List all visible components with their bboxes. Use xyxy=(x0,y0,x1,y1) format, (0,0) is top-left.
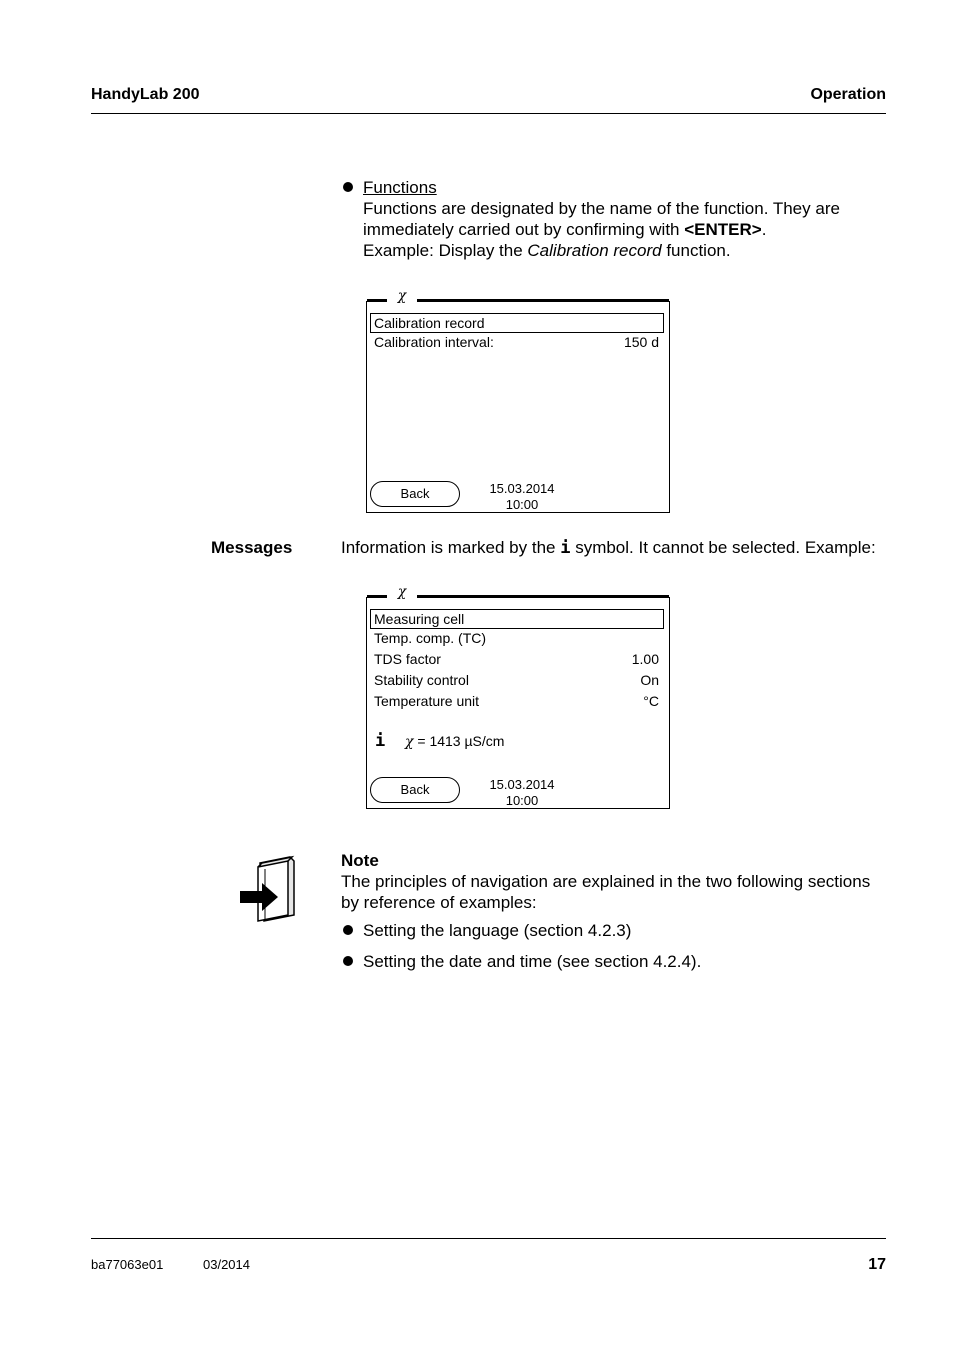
functions-line-2-end: . xyxy=(761,220,767,239)
page-number: 17 xyxy=(868,1256,886,1273)
info-icon: i xyxy=(560,538,571,558)
panel-border-segment xyxy=(417,595,669,597)
conductivity-symbol-icon: χ xyxy=(405,734,414,750)
footer-rule xyxy=(91,1238,886,1239)
menu-item-temp-comp[interactable] xyxy=(374,628,659,648)
menu-item-label: Calibration interval: xyxy=(374,334,494,350)
messages-side-heading: Messages xyxy=(211,538,293,557)
menu-item-label: TDS factor xyxy=(374,651,441,667)
menu-item-tds-factor[interactable] xyxy=(374,649,659,669)
conductivity-symbol-icon: χ xyxy=(387,586,417,598)
bullet-dot xyxy=(343,182,353,192)
messages-paragraph xyxy=(341,537,901,559)
functions-line-3-text: Example: Display the xyxy=(363,241,528,260)
panel-date: 15.03.2014 xyxy=(489,777,555,792)
note-line-2: by reference of examples: xyxy=(341,893,537,912)
menu-item-value: 150 d xyxy=(623,334,659,350)
book-reference-icon xyxy=(238,855,298,925)
header-product-name: HandyLab 200 xyxy=(91,86,200,103)
panel-border-segment xyxy=(417,299,669,301)
info-message xyxy=(405,733,504,750)
menu-item-value: On xyxy=(640,672,659,688)
panel-datetime xyxy=(487,481,557,513)
info-icon: i xyxy=(375,731,386,751)
panel-date: 15.03.2014 xyxy=(489,481,555,496)
bullet-dot xyxy=(343,925,353,935)
messages-text: Information is marked by the xyxy=(341,538,561,557)
panel-border-segment xyxy=(367,299,389,301)
note-block xyxy=(341,850,901,913)
menu-item-calibration-record[interactable] xyxy=(370,313,664,333)
functions-line-2 xyxy=(363,219,893,240)
functions-line-3 xyxy=(363,240,893,261)
panel-datetime xyxy=(487,777,557,809)
conductivity-symbol-icon: χ xyxy=(387,290,417,302)
note-bullet-date-time: Setting the date and time (see section 4.2.4). xyxy=(363,952,702,971)
footer-date: 03/2014 xyxy=(203,1257,250,1272)
functions-heading: Functions xyxy=(363,178,437,197)
back-button[interactable]: Back xyxy=(370,481,460,507)
menu-item-label: Calibration record xyxy=(374,315,485,331)
footer-document-id: ba77063e01 xyxy=(91,1257,164,1272)
calibration-record-display xyxy=(366,288,670,513)
panel-time: 10:00 xyxy=(505,793,539,808)
bullet-dot xyxy=(343,956,353,966)
panel-time: 10:00 xyxy=(505,497,539,512)
calibration-record-term: Calibration record xyxy=(527,241,662,260)
note-heading: Note xyxy=(341,851,379,870)
header-rule xyxy=(91,113,886,114)
menu-item-stability-control[interactable] xyxy=(374,670,659,690)
menu-item-label: Stability control xyxy=(374,672,469,688)
info-message-text: = 1413 µS/cm xyxy=(413,733,505,749)
note-bullet-language: Setting the language (section 4.2.3) xyxy=(363,921,632,940)
menu-item-measuring-cell[interactable] xyxy=(370,609,664,629)
measuring-cell-display xyxy=(366,584,670,809)
menu-item-label: Measuring cell xyxy=(374,611,465,627)
back-button[interactable]: Back xyxy=(370,777,460,803)
menu-item-label: Temperature unit xyxy=(374,693,480,709)
enter-key-label: <ENTER> xyxy=(684,220,762,239)
menu-item-label: Temp. comp. (TC) xyxy=(374,630,487,646)
functions-line-1: Functions are designated by the name of the function. They are xyxy=(363,199,840,218)
messages-text-end: symbol. It cannot be selected. Example: xyxy=(570,538,876,557)
functions-line-2-text: immediately carried out by confirming with xyxy=(363,220,685,239)
header-section-name: Operation xyxy=(810,86,886,103)
note-line-1: The principles of navigation are explained in the two following sections xyxy=(341,872,871,891)
functions-paragraph xyxy=(363,177,893,261)
menu-item-value: 1.00 xyxy=(631,651,659,667)
functions-line-3-end: function. xyxy=(661,241,731,260)
menu-item-value: °C xyxy=(643,693,659,709)
panel-border-segment xyxy=(367,595,389,597)
menu-item-temperature-unit[interactable] xyxy=(374,691,659,711)
menu-item-calibration-interval[interactable] xyxy=(374,332,659,352)
